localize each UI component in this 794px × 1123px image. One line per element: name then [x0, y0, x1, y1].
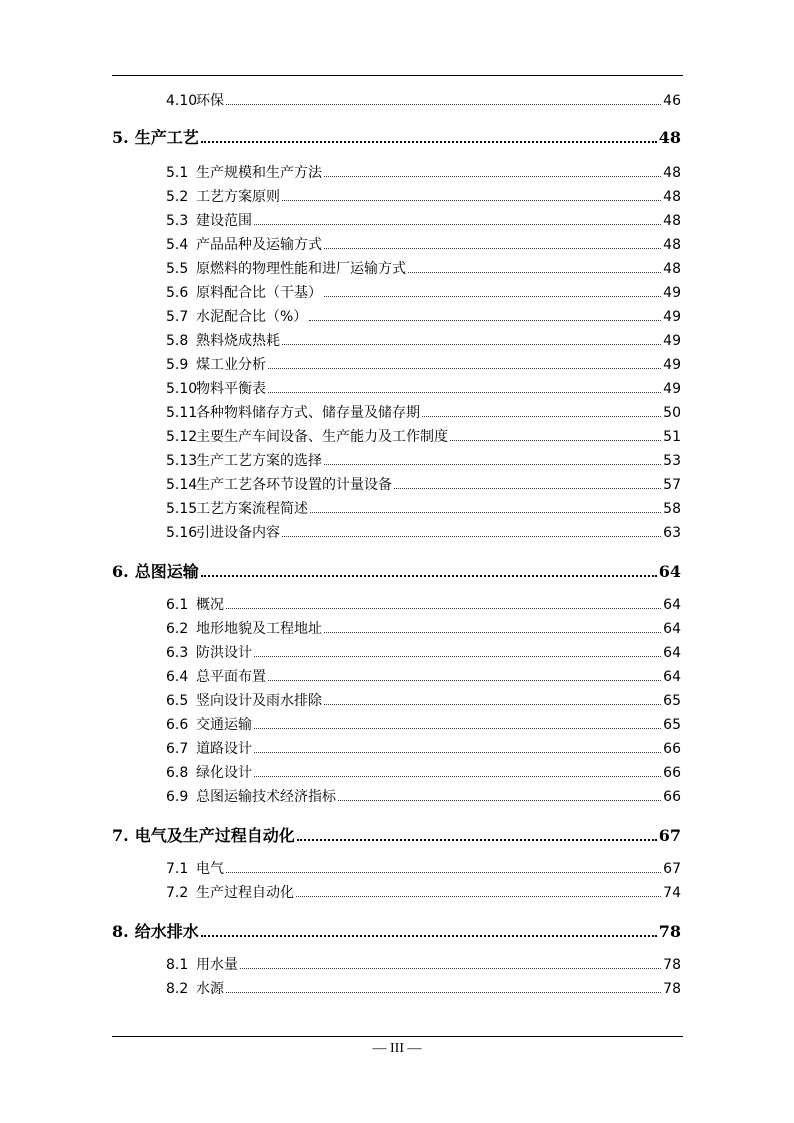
- toc-dot-leader: [201, 575, 657, 577]
- toc-dot-leader: [394, 488, 661, 489]
- toc-section-entry[interactable]: [166, 522, 681, 542]
- toc-dot-leader: [282, 200, 661, 201]
- toc-dot-leader: [297, 839, 657, 841]
- toc-entry-title: 生产过程自动化: [196, 885, 294, 901]
- toc-entry-title: 竖向设计及雨水排除: [196, 693, 322, 709]
- toc-entry-title: 地形地貌及工程地址: [196, 621, 322, 637]
- toc-dot-leader: [226, 608, 661, 609]
- toc-entry-title: 物料平衡表: [196, 381, 266, 397]
- toc-entry-title: 环保: [196, 93, 224, 109]
- toc-chapter-entry[interactable]: [112, 823, 681, 845]
- toc-dot-leader: [422, 416, 661, 417]
- toc-section-entry[interactable]: [166, 450, 681, 470]
- toc-entry-number: 5.7: [166, 309, 189, 325]
- toc-dot-leader: [282, 344, 661, 345]
- toc-entry-title: 生产工艺各环节设置的计量设备: [196, 477, 392, 493]
- toc-entry-number: 5.6: [166, 285, 189, 301]
- toc-entry-page: 58: [663, 501, 681, 517]
- toc-entry-page: 78: [663, 957, 681, 973]
- toc-entry-page: 66: [663, 741, 681, 757]
- toc-dot-leader: [338, 800, 661, 801]
- toc-section-entry[interactable]: [166, 258, 681, 278]
- toc-entry-title: 电气及生产过程自动化: [134, 826, 295, 845]
- toc-dot-leader: [268, 392, 661, 393]
- toc-entry-page: 48: [663, 237, 681, 253]
- toc-entry-number: 8.2: [166, 981, 189, 997]
- toc-entry-page: 49: [663, 333, 681, 349]
- toc-section-entry[interactable]: [166, 714, 681, 734]
- toc-dot-leader: [309, 320, 661, 321]
- toc-entry-title: 引进设备内容: [196, 525, 280, 541]
- toc-dot-leader: [226, 872, 661, 873]
- toc-entry-page: 66: [663, 789, 681, 805]
- toc-dot-leader: [324, 632, 661, 633]
- toc-entry-number: 6.8: [166, 765, 189, 781]
- toc-entry-number: 6.7: [166, 741, 189, 757]
- toc-dot-leader: [450, 440, 661, 441]
- toc-dot-leader: [254, 752, 661, 753]
- toc-entry-page: 49: [663, 285, 681, 301]
- toc-entry-number: 8.: [112, 922, 129, 941]
- toc-entry-page: 51: [663, 429, 681, 445]
- toc-entry-page: 50: [663, 405, 681, 421]
- toc-entry-title: 给水排水: [134, 922, 199, 941]
- toc-entry-title: 概况: [196, 597, 224, 613]
- toc-entry-page: 74: [663, 885, 681, 901]
- toc-entry-number: 5.16: [166, 525, 198, 541]
- toc-entry-page: 67: [658, 826, 681, 845]
- toc-entry-title: 熟料烧成热耗: [196, 333, 280, 349]
- toc-entry-title: 原料配合比（干基）: [196, 285, 322, 301]
- toc-entry-page: 53: [663, 453, 681, 469]
- toc-entry-number: 6.9: [166, 789, 189, 805]
- toc-entry-page: 64: [663, 645, 681, 661]
- toc-section-entry[interactable]: [166, 618, 681, 638]
- toc-section-entry[interactable]: [166, 378, 681, 398]
- toc-section-entry[interactable]: [166, 234, 681, 254]
- toc-entry-number: 6.6: [166, 717, 189, 733]
- toc-section-entry[interactable]: [166, 306, 681, 326]
- toc-chapter-entry[interactable]: [112, 559, 681, 581]
- toc-entry-number: 7.1: [166, 861, 189, 877]
- toc-entry-page: 64: [658, 562, 681, 581]
- toc-entry-number: 5.2: [166, 189, 189, 205]
- toc-entry-page: 64: [663, 597, 681, 613]
- toc-dot-leader: [324, 296, 661, 297]
- toc-entry-page: 48: [663, 189, 681, 205]
- toc-dot-leader: [254, 728, 661, 729]
- toc-entry-page: 65: [663, 693, 681, 709]
- toc-entry-title: 原燃料的物理性能和进厂运输方式: [196, 261, 406, 277]
- toc-entry-number: 5.5: [166, 261, 189, 277]
- toc-chapter-entry[interactable]: [112, 125, 681, 147]
- toc-entry-number: 6.2: [166, 621, 189, 637]
- toc-section-entry[interactable]: [166, 282, 681, 302]
- toc-entry-page: 65: [663, 717, 681, 733]
- toc-entry-number: 5.11: [166, 405, 198, 421]
- toc-entry-title: 主要生产车间设备、生产能力及工作制度: [196, 429, 448, 445]
- toc-dot-leader: [324, 176, 661, 177]
- toc-entry-number: 5.1: [166, 165, 189, 181]
- page-number: — III —: [372, 1041, 422, 1056]
- toc-entry-page: 48: [663, 261, 681, 277]
- toc-entry-page: 49: [663, 381, 681, 397]
- toc-dot-leader: [268, 368, 661, 369]
- toc-dot-leader: [296, 896, 661, 897]
- toc-entry-number: 5.15: [166, 501, 198, 517]
- toc-entry-title: 总图运输: [134, 562, 199, 581]
- toc-entry-page: 46: [663, 93, 681, 109]
- toc-entry-title: 工艺方案流程简述: [196, 501, 308, 517]
- toc-entry-number: 7.2: [166, 885, 189, 901]
- toc-section-entry[interactable]: [166, 738, 681, 758]
- toc-entry-page: 64: [663, 621, 681, 637]
- toc-entry-title: 各种物料储存方式、储存量及储存期: [196, 405, 420, 421]
- toc-section-entry[interactable]: [166, 858, 681, 878]
- toc-entry-title: 交通运输: [196, 717, 252, 733]
- toc-dot-leader: [226, 104, 661, 105]
- toc-section-entry[interactable]: [166, 762, 681, 782]
- toc-entry-title: 生产工艺: [134, 128, 199, 147]
- toc-entry-number: 5.13: [166, 453, 198, 469]
- toc-dot-leader: [324, 248, 661, 249]
- toc-entry-title: 道路设计: [196, 741, 252, 757]
- toc-section-entry[interactable]: [166, 690, 681, 710]
- toc-entry-page: 48: [663, 213, 681, 229]
- toc-entry-page: 48: [663, 165, 681, 181]
- toc-entry-number: 8.1: [166, 957, 189, 973]
- toc-entry-number: 6.3: [166, 645, 189, 661]
- toc-entry-number: 4.10: [166, 93, 198, 109]
- toc-entry-page: 78: [658, 922, 681, 941]
- toc-entry-number: 6.5: [166, 693, 189, 709]
- toc-dot-leader: [268, 680, 661, 681]
- toc-entry-title: 生产规模和生产方法: [196, 165, 322, 181]
- toc-entry-title: 建设范围: [196, 213, 252, 229]
- toc-dot-leader: [324, 464, 661, 465]
- toc-dot-leader: [254, 776, 661, 777]
- toc-entry-title: 用水量: [196, 957, 238, 973]
- toc-section-entry[interactable]: [166, 954, 681, 974]
- toc-entry-title: 绿化设计: [196, 765, 252, 781]
- toc-entry-title: 水源: [196, 981, 224, 997]
- toc-entry-number: 5.4: [166, 237, 189, 253]
- toc-entry-page: 78: [663, 981, 681, 997]
- toc-dot-leader: [226, 992, 661, 993]
- toc-entry-number: 6.4: [166, 669, 189, 685]
- toc-dot-leader: [254, 224, 661, 225]
- toc-entry-number: 5.: [112, 128, 129, 147]
- toc-entry-page: 48: [658, 128, 681, 147]
- toc-entry-number: 5.10: [166, 381, 198, 397]
- toc-section-entry[interactable]: [166, 666, 681, 686]
- toc-entry-page: 49: [663, 357, 681, 373]
- toc-section-entry[interactable]: [166, 594, 681, 614]
- toc-section-entry[interactable]: [166, 330, 681, 350]
- toc-section-entry[interactable]: [166, 498, 681, 518]
- toc-dot-leader: [408, 272, 661, 273]
- toc-entry-title: 生产工艺方案的选择: [196, 453, 322, 469]
- toc-entry-number: 5.14: [166, 477, 198, 493]
- toc-entry-page: 66: [663, 765, 681, 781]
- toc-section-entry[interactable]: [166, 162, 681, 182]
- toc-section-entry[interactable]: [166, 882, 681, 902]
- toc-entry-page: 57: [663, 477, 681, 493]
- toc-section-entry[interactable]: [166, 978, 681, 998]
- toc-section-entry[interactable]: [166, 426, 681, 446]
- toc-entry-page: 64: [663, 669, 681, 685]
- toc-entry-title: 煤工业分析: [196, 357, 266, 373]
- toc-dot-leader: [201, 935, 657, 937]
- toc-dot-leader: [201, 141, 657, 143]
- toc-section-entry[interactable]: [166, 186, 681, 206]
- toc-section-entry[interactable]: [166, 354, 681, 374]
- toc-entry-number: 5.8: [166, 333, 189, 349]
- toc-entry-title: 总图运输技术经济指标: [196, 789, 336, 805]
- toc-section-entry[interactable]: [166, 786, 681, 806]
- toc-entry-title: 防洪设计: [196, 645, 252, 661]
- toc-entry-title: 水泥配合比（%）: [196, 309, 308, 325]
- toc-entry-number: 6.1: [166, 597, 189, 613]
- toc-entry-page: 67: [663, 861, 681, 877]
- toc-entry-page: 63: [663, 525, 681, 541]
- toc-entry-number: 5.12: [166, 429, 198, 445]
- toc-dot-leader: [310, 512, 661, 513]
- toc-dot-leader: [254, 656, 661, 657]
- toc-entry-title: 总平面布置: [196, 669, 266, 685]
- toc-entry-page: 49: [663, 309, 681, 325]
- toc-entry-number: 5.9: [166, 357, 189, 373]
- toc-entry-number: 6.: [112, 562, 129, 581]
- toc-entry-title: 工艺方案原则: [196, 189, 280, 205]
- toc-dot-leader: [324, 704, 661, 705]
- toc-entry-number: 5.3: [166, 213, 189, 229]
- footer-rule: [112, 1036, 683, 1037]
- toc-section-entry[interactable]: [166, 90, 681, 110]
- toc-entry-title: 产品品种及运输方式: [196, 237, 322, 253]
- toc-section-entry[interactable]: [166, 210, 681, 230]
- toc-dot-leader: [282, 536, 661, 537]
- toc-dot-leader: [240, 968, 661, 969]
- toc-section-entry[interactable]: [166, 642, 681, 662]
- toc-chapter-entry[interactable]: [112, 919, 681, 941]
- toc-section-entry[interactable]: [166, 474, 681, 494]
- toc-entry-number: 7.: [112, 826, 129, 845]
- toc-section-entry[interactable]: [166, 402, 681, 422]
- toc-entry-title: 电气: [196, 861, 224, 877]
